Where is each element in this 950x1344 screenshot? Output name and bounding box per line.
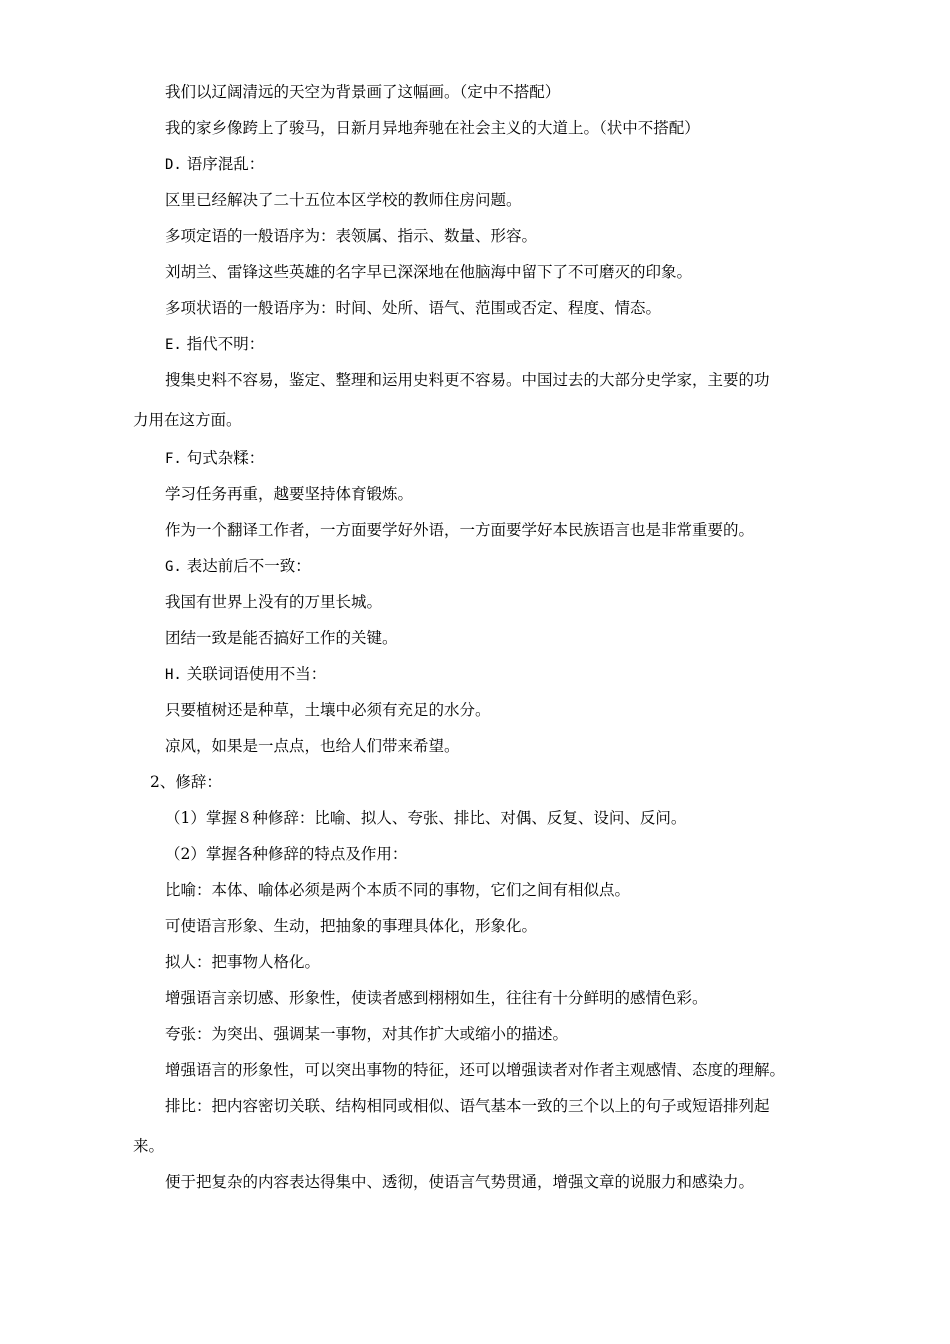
paragraph: 我们以辽阔清远的天空为背景画了这幅画。（定中不搭配） <box>165 83 561 101</box>
paragraph: 增强语言亲切感、形象性，使读者感到栩栩如生，往往有十分鲜明的感情色彩。 <box>165 989 708 1007</box>
paragraph: 多项定语的一般语序为：表领属、指示、数量、形容。 <box>165 227 538 245</box>
section-label: E. <box>165 337 182 353</box>
section-title: 表达前后不一致： <box>186 557 311 575</box>
paragraph: 刘胡兰、雷锋这些英雄的名字早已深深地在他脑海中留下了不可磨灭的印象。 <box>165 263 693 281</box>
paragraph: 拟人：把事物人格化。 <box>165 953 321 971</box>
paragraph: 区里已经解决了二十五位本区学校的教师住房问题。 <box>165 191 522 209</box>
paragraph: 作为一个翻译工作者，一方面要学好外语，一方面要学好本民族语言也是非常重要的。 <box>165 521 755 539</box>
paragraph: 可使语言形象、生动，把抽象的事理具体化，形象化。 <box>165 917 538 935</box>
section-title: 关联词语使用不当： <box>186 665 327 683</box>
paragraph: 搜集史料不容易，鉴定、整理和运用史料更不容易。中国过去的大部分史学家，主要的功 <box>165 371 770 389</box>
paragraph: 我国有世界上没有的万里长城。 <box>165 593 383 611</box>
section-label: D. <box>165 157 182 173</box>
paragraph-continuation: 力用在这方面。 <box>133 411 242 429</box>
section-heading-rhetoric: 2、修辞： <box>150 773 222 791</box>
section-heading <box>165 664 326 685</box>
paragraph: 凉风，如果是一点点，也给人们带来希望。 <box>165 737 460 755</box>
section-label: G. <box>165 559 182 575</box>
section-label: H. <box>165 667 182 683</box>
paragraph: 团结一致是能否搞好工作的关键。 <box>165 629 398 647</box>
section-heading <box>165 154 264 175</box>
paragraph: 只要植树还是种草，土壤中必须有充足的水分。 <box>165 701 491 719</box>
paragraph: 学习任务再重，越要坚持体育锻炼。 <box>165 485 414 503</box>
section-heading <box>165 334 264 355</box>
list-item: （2）掌握各种修辞的特点及作用： <box>165 845 408 863</box>
paragraph: 排比：把内容密切关联、结构相同或相似、语气基本一致的三个以上的句子或短语排列起 <box>165 1097 770 1115</box>
section-title: 语序混乱： <box>186 155 265 173</box>
paragraph-continuation: 来。 <box>133 1137 165 1155</box>
section-title: 指代不明： <box>186 335 265 353</box>
section-heading <box>165 556 311 577</box>
paragraph: 比喻：本体、喻体必须是两个本质不同的事物，它们之间有相似点。 <box>165 881 631 899</box>
section-title: 句式杂糅： <box>186 449 265 467</box>
paragraph: 我的家乡像跨上了骏马，日新月异地奔驰在社会主义的大道上。（状中不搭配） <box>165 119 700 137</box>
paragraph: 增强语言的形象性，可以突出事物的特征，还可以增强读者对作者主观感情、态度的理解。 <box>165 1061 786 1079</box>
paragraph: 多项状语的一般语序为：时间、处所、语气、范围或否定、程度、情态。 <box>165 299 662 317</box>
section-heading <box>165 448 264 469</box>
section-label: F. <box>165 451 182 467</box>
paragraph: 便于把复杂的内容表达得集中、透彻，使语言气势贯通，增强文章的说服力和感染力。 <box>165 1173 755 1191</box>
list-item: （1）掌握８种修辞：比喻、拟人、夸张、排比、对偶、反复、设问、反问。 <box>165 809 687 827</box>
paragraph: 夸张：为突出、强调某一事物，对其作扩大或缩小的描述。 <box>165 1025 569 1043</box>
